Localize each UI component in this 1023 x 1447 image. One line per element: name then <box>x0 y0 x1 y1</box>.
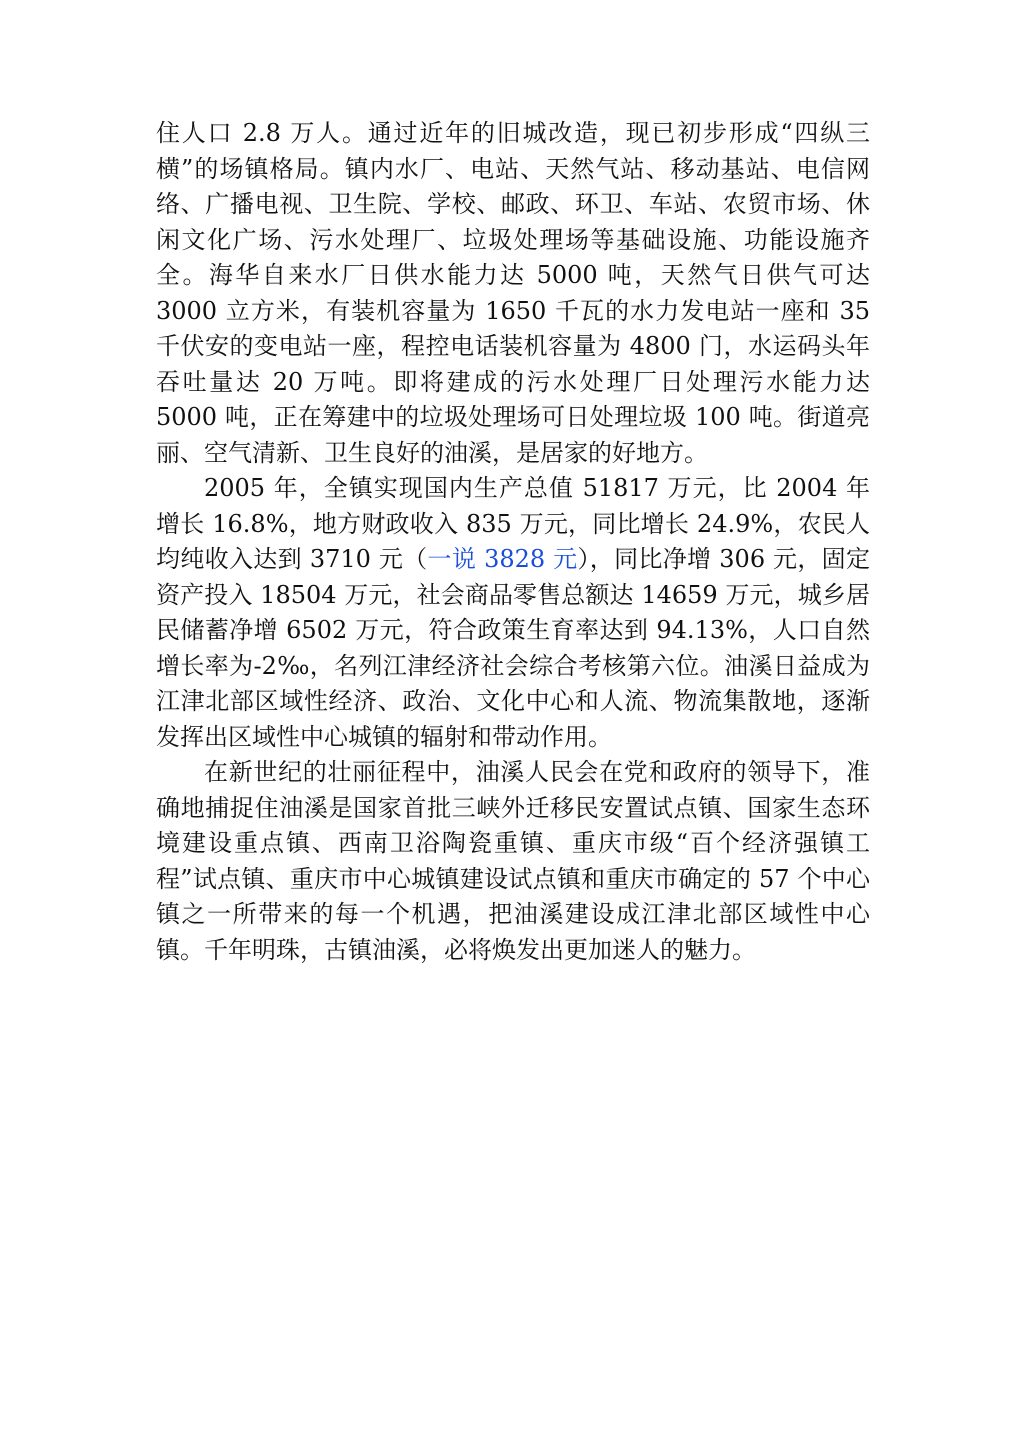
paragraph-infrastructure: 住人口 2.8 万人。通过近年的旧城改造，现已初步形成“四纵三横”的场镇格局。镇内水厂、电站、天然气站、移动基站、电信网络、广播电视、卫生院、学校、邮政、环卫、车站、农贸市场、休闲文化广场、污水处理厂、垃圾处理场等基础设施、功能设施齐全。海华自来水厂日供水能力达 5000 吨，天然气日供气可达 3000 立方米，有装机容量为 1650 千瓦的水力发电站一座和 35 千伏安的变电站一座，程控电话装机容量为 4800 门，水运码头年吞吐量达 20 万吨。即将建成的污水处理厂日处理污水能力达 5000 吨，正在筹建中的垃圾处理场可日处理垃圾 100 吨。街道亮丽、空气清新、卫生良好的油溪，是居家的好地方。 <box>156 119 870 467</box>
paragraph-economy <box>156 471 870 755</box>
economy-text-end: ），同比净增 306 元，固定资产投入 18504 万元，社会商品零售总额达 14659 万元，城乡居民储蓄净增 6502 万元，符合政策生育率达到 94.13%，人口自然增长率为-2‰，名列江津经济社会综合考核第六位。油溪日益成为江津北部区域性经济、政治、文化中心和人流、物流集散地，逐渐发挥出区域性中心城镇的辐射和带动作用。 <box>156 545 870 751</box>
economy-text-start: 2005 年，全镇实现国内生产总值 51817 万元，比 2004 年增长 16.8%，地方财政收入 835 万元，同比增长 24.9%，农民人均纯收入达到 3710 元（ <box>156 474 870 573</box>
income-alt-value-link[interactable]: 一说 3828 元 <box>427 545 578 573</box>
paragraph-outlook: 在新世纪的壮丽征程中，油溪人民会在党和政府的领导下，准确地捕捉住油溪是国家首批三峡外迁移民安置试点镇、国家生态环境建设重点镇、西南卫浴陶瓷重镇、重庆市级“百个经济强镇工程”试点镇、重庆市中心城镇建设试点镇和重庆市确定的 57 个中心镇之一所带来的每一个机遇，把油溪建设成江津北部区域性中心镇。千年明珠，古镇油溪，必将焕发出更加迷人的魅力。 <box>156 758 870 964</box>
document-body <box>156 116 870 968</box>
